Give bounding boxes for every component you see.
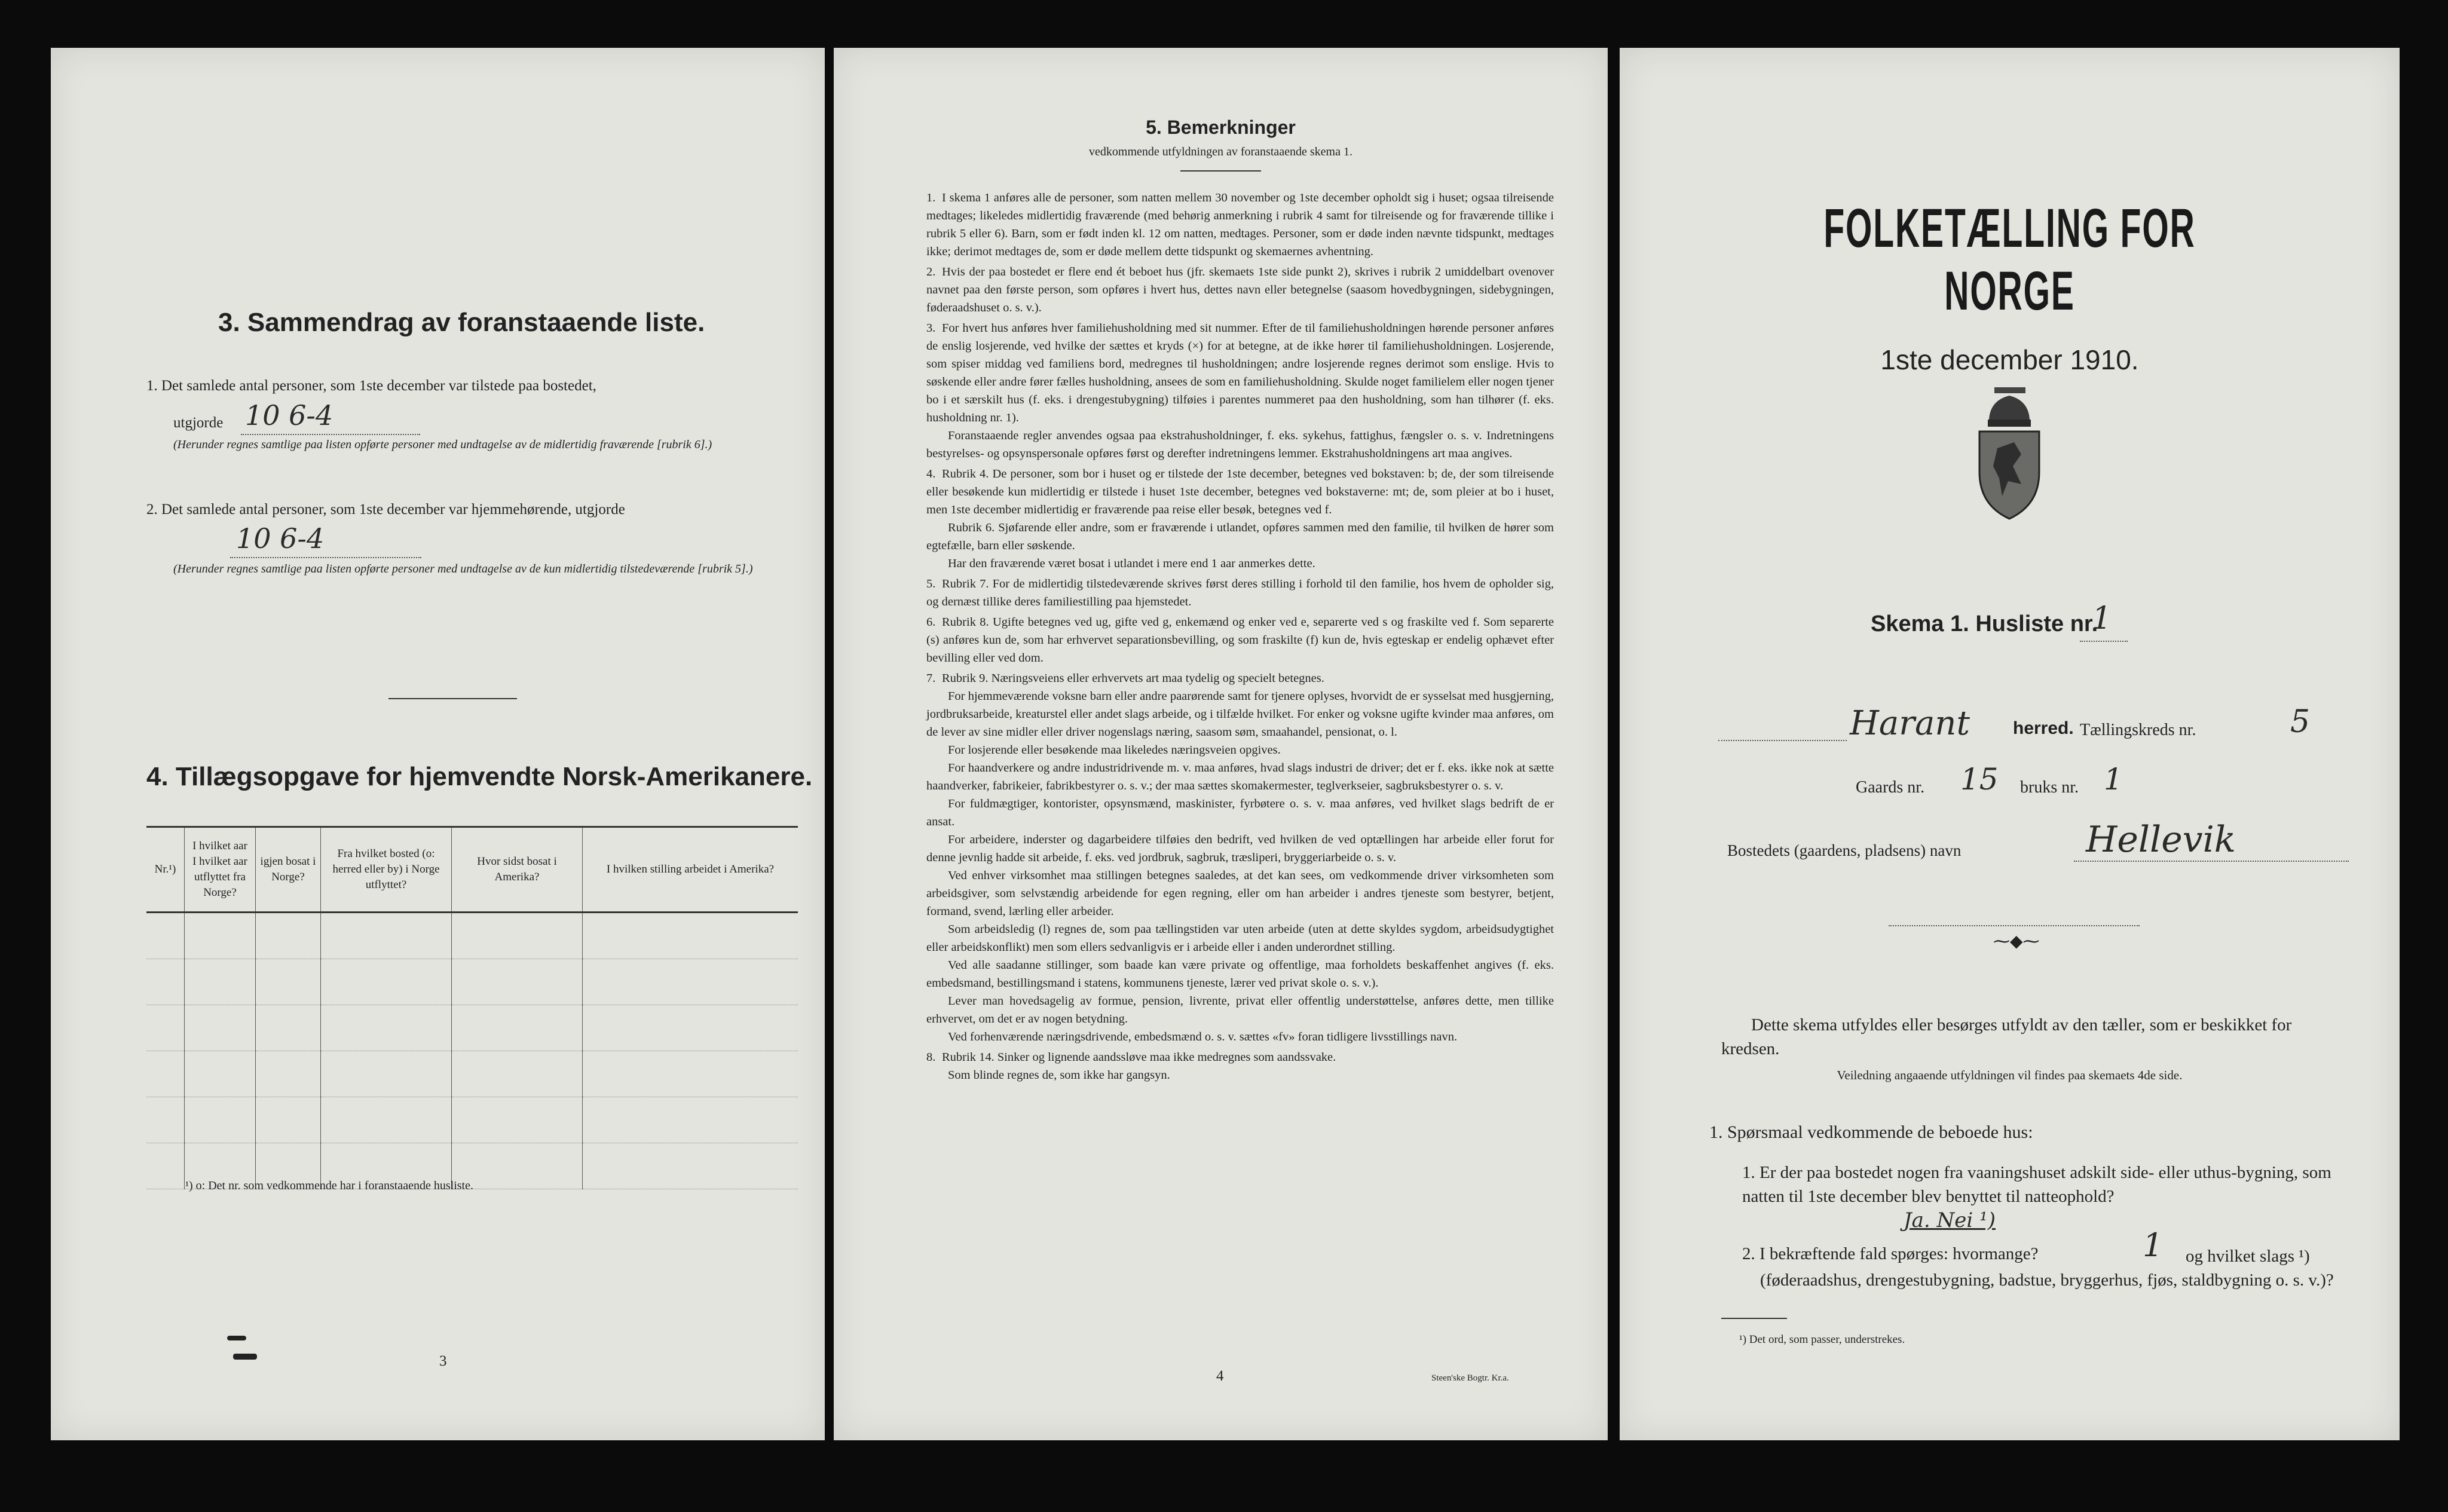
herred-value: Harant xyxy=(1850,704,1970,743)
summary-item-1: 1. Det samlede antal personer, som 1ste december var tilstede paa bostedet, xyxy=(146,378,596,394)
remark-item: 6. Rubrik 8. Ugifte betegnes ved ug, gifte ved g, enkemænd og enker ved e, separerte ved s og fraskilte ved f. Som separerte (s) anføres kun de, som har erhvervet separationsbevilling, og som fraskilte (f) kun de, hvis egteskap er endelig ophævet efter bevilling eller ved dom. xyxy=(926,616,1554,665)
remark-item: 5. Rubrik 7. For de midlertidig tilstedeværende skrives først deres stilling i forhold til den familie, hos hvem de opholder sig, og dernæst tillike deres familiestilling paa hjemstedet. xyxy=(926,577,1554,608)
right-page xyxy=(1620,48,2400,1440)
intro-note: Veiledning angaaende utfyldningen vil findes paa skemaets 4de side. xyxy=(1837,1068,2183,1082)
remark-item: For losjerende eller besøkende maa likeledes næringsveien opgives. xyxy=(948,743,1281,757)
col-bosat: igjen bosat i Norge? xyxy=(256,827,321,913)
norsk-amerikanere-table xyxy=(146,826,798,1189)
kreds-label: Tællingskreds nr. xyxy=(2080,721,2196,739)
fill-line xyxy=(2074,861,2349,862)
table-row xyxy=(146,1097,798,1143)
summary-item-1-note: (Herunder regnes samtlige paa listen opførte personer med undtagelse av de midlertidig fraværende [rubrik 6].) xyxy=(173,438,712,451)
question-2: 2. I bekræftende fald spørges: hvormange? xyxy=(1742,1244,2039,1263)
remark-item: Har den fraværende været bosat i utlandet i mere end 1 aar anmerkes dette. xyxy=(948,557,1315,570)
col-amerika: Hvor sidst bosat i Amerika? xyxy=(452,827,583,913)
intro-text: Dette skema utfyldes eller besørges utfyldt av den tæller, som er beskikket for kredsen. xyxy=(1721,1015,2292,1058)
remark-item: 4. Rubrik 4. De personer, som bor i huset og er tilstede der 1ste december, betegnes ved bokstaven: b; de, der som tilreisende eller besøkende kun midlertidig er tilstede i huset 1ste december, betegnes ved bokstaverne: mt; de, som pleier at bo i huset, men 1ste december midlertidig er fraværende paa reise eller besøk, betegnes ved f. xyxy=(926,467,1554,516)
gaards-label: Gaards nr. xyxy=(1856,778,1925,797)
coat-of-arms-icon xyxy=(1966,382,2053,523)
col-utflyttet-label: I hvilket aar utflyttet fra Norge? xyxy=(192,855,247,899)
remarks-list xyxy=(926,189,1554,1084)
ink-mark xyxy=(227,1336,246,1340)
remark-item: Rubrik 6. Sjøfarende eller andre, som er fraværende i utlandet, opføres sammen med den familie, til hvilken de hører som egtefælle, barn eller søskende. xyxy=(926,521,1554,552)
summary-item-2-value: 10 6-4 xyxy=(236,522,325,555)
fill-line xyxy=(241,434,420,435)
remark-item: 2. Hvis der paa bostedet er flere end ét beboet hus (jfr. skemaets 1ste side punkt 2), skrives i rubrik 2 umiddelbart ovenover navnet paa den første person, som opføres i hvert hus, dettes navn eller betegnelse (saasom hovedbygningen, sidebygningen, føderaadshuset o. s. v.). xyxy=(926,265,1554,314)
remark-item: 7. Rubrik 9. Næringsveiens eller erhvervets art maa tydelig og specielt betegnes. xyxy=(926,672,1324,685)
remark-item: Ved enhver virksomhet maa stillingen betegnes saaledes, at det kan sees, om vedkommende driver virksomheten som arbeidsgiver, som selvstændig arbeidende for egen regning, eller om han arbeider i andres tjeneste som bestyrer, betjent, formand, svend, lærling eller arbeider. xyxy=(926,869,1554,918)
left-page xyxy=(51,48,825,1440)
table-row xyxy=(146,1005,798,1051)
table-row xyxy=(146,959,798,1005)
table-row xyxy=(146,913,798,959)
remark-item: Ved alle saadanne stillinger, som baade kan være private og offentlige, maa forholdets beskaffenhet angives (f. eks. embedsmand, bestillingsmand i statens, kommunens tjeneste, lærer ved privat skole o. s. v.). xyxy=(926,959,1554,990)
remark-item: 1. I skema 1 anføres alle de personer, som natten mellem 30 november og 1ste december opholdt sig i huset; ogsaa tilreisende medtages; likeledes midlertidig fraværende (med behørig anmerkning i rubrik 4 samt for tilreisende og for fraværende tillike i rubrik 5 eller 6). Barn, som er født inden kl. 12 om natten, medtages. Personer, som er døde inden nævnte tidspunkt, medtages ikke; derimot medtages de, som er døde mellem dette tidspunkt og skemaernes avhentning. xyxy=(926,191,1554,258)
col-bosted: Fra hvilket bosted (o: herred eller by) i Norge utflyttet? xyxy=(321,827,452,913)
remark-item: For hjemmeværende voksne barn eller andre paarørende samt for tjenere oplyses, hvorvidt de er sysselsat med husgjerning, jordbruksarbeide, kreaturstel eller andet slags arbeide, og i tilfælde hvilket. For enker og voksne ugifte kvinder maa anføres, om de lever av sine midler eller driver nogenslags næring, saasom søm, smaahandel, pensionat, o. l. xyxy=(926,690,1554,739)
section4-heading: 4. Tillægsopgave for hjemvendte Norsk-Amerikanere. xyxy=(146,762,813,791)
bosted-value: Hellevik xyxy=(2086,819,2236,861)
gaards-value: 15 xyxy=(1960,762,1999,797)
bruks-label: bruks nr. xyxy=(2020,778,2079,797)
table-row xyxy=(146,1051,798,1097)
col-nr: Nr.¹) xyxy=(154,863,176,876)
husliste-nr: 1 xyxy=(2092,601,2112,636)
page-footnote: ¹) Det ord, som passer, understrekes. xyxy=(1739,1333,1905,1346)
remark-item: Ved forhenværende næringsdrivende, embedsmænd o. s. v. sættes «fv» foran tidligere livsstillings navn. xyxy=(948,1030,1458,1043)
remark-item: 3. For hvert hus anføres hver familiehusholdning med sit nummer. Efter de til familiehusholdningen hørende personer anføres de enslig losjerende, ved hvilke der sættes et kryds (×) for at betegne, at de ikke hører til familiehusholdningen. Losjerende, som spiser middag ved familiens bord, medregnes til husholdningen; andre losjerende regnes derimot som enslige. Hvis to søskende eller andre fører fælles husholdning, ansees de som en familiehusholdning. Skulde noget familielem eller nogen tjener bo i et særskilt hus (f. eks. i drengestubygning) tilføies i parentes nummeret paa den husholdning, som han tilhører (f. eks. husholdning nr. 1). xyxy=(926,322,1554,424)
page-number: 4 xyxy=(1216,1368,1224,1384)
census-date: 1ste december 1910. xyxy=(1880,344,2139,375)
section3-heading: 3. Sammendrag av foranstaaende liste. xyxy=(218,308,705,337)
summary-item-2: 2. Det samlede antal personer, som 1ste december var hjemmehørende, utgjorde xyxy=(146,501,625,518)
remark-item: Som blinde regnes de, som ikke har gangsyn. xyxy=(948,1069,1170,1082)
ornament-icon: ⁓◆⁓ xyxy=(1993,932,2040,951)
question-2-rest: og hvilket slags ¹) (føderaadshus, drengestubygning, badstue, bryggerhus, fjøs, staldbygning o. s. v.)? xyxy=(1760,1247,2334,1290)
questions-heading: 1. Spørsmaal vedkommende de beboede hus: xyxy=(1709,1122,2033,1142)
col-utflyttet xyxy=(185,827,256,913)
middle-page xyxy=(834,48,1608,1440)
col-group-header: I hvilket aar xyxy=(192,840,247,852)
fill-line xyxy=(230,557,421,558)
remark-item: For arbeidere, inderster og dagarbeidere tilføies den bedrift, ved hvilken de ved optællingen har arbeide eller forut for denne jevnlig hadde sit arbeide, f. eks. ved jordbruk, sagbruk, træsliperi, bryggeriarbeide o. s. v. xyxy=(926,833,1554,864)
remarks-heading: 5. Bemerkninger xyxy=(1146,117,1296,138)
remark-item: Som arbeidsledig (l) regnes de, som paa tællingstiden var uten arbeide (uten at dette skyldes sygdom, arbeidsudygtighet eller arbeidskonflikt) men som ellers sedvanligvis er i arbeide eller i anden underordnet stilling. xyxy=(926,923,1554,954)
page-number: 3 xyxy=(439,1353,447,1369)
question-2-value: 1 xyxy=(2143,1226,2164,1264)
bosted-label: Bostedets (gaardens, pladsens) navn xyxy=(1727,841,1962,859)
question-1: 1. Er der paa bostedet nogen fra vaaningshuset adskilt side- eller uthus-bygning, som natten til 1ste december blev benyttet til natteophold? xyxy=(1742,1163,2331,1206)
summary-item-1-value: 10 6-4 xyxy=(245,399,333,431)
table-footnote: ¹) o: Det nr. som vedkommende har i foranstaaende husliste. xyxy=(185,1179,473,1192)
divider xyxy=(388,698,517,699)
bruks-value: 1 xyxy=(2104,762,2123,797)
divider xyxy=(1721,1318,1787,1319)
herred-label: herred. xyxy=(2013,718,2074,738)
printer-imprint: Steen'ske Bogtr. Kr.a. xyxy=(1431,1373,1509,1383)
census-title: FOLKETÆLLING FOR NORGE xyxy=(1823,198,2196,322)
remark-item: Foranstaaende regler anvendes ogsaa paa ekstrahusholdninger, f. eks. sykehus, fattighus, fængsler o. s. v. Indretningens bestyrelses- og opsynspersonale opføres først og derefter indretningens lemmer. Ekstrahusholdningens art maa angives. xyxy=(926,429,1554,460)
remark-item: Lever man hovedsagelig av formue, pension, livrente, privat eller offentlig understøttelse, anføres dette, men tillike erhvervet, om det er av nogen betydning. xyxy=(926,994,1554,1026)
ink-mark xyxy=(233,1354,257,1360)
remark-item: For fuldmægtiger, kontorister, opsynsmænd, maskinister, fyrbøtere o. s. v. maa anføres, ved hvilket slags bedrift de er ansat. xyxy=(926,797,1554,828)
divider xyxy=(1180,170,1261,172)
table-header-row xyxy=(146,827,798,913)
kreds-value: 5 xyxy=(2290,704,2311,740)
remark-item: For haandverkere og andre industridrivende m. v. maa anføres, hvad slags industri de driver; det er f. eks. ikke nok at sætte haandverker, fabrikeier, fabrikbestyrer o. s. v.; der maa sættes skomakermester, teglverkseier, sagbruksbestyrer o. s. v. xyxy=(926,761,1554,792)
remark-item: 8. Rubrik 14. Sinker og lignende aandssløve maa ikke medregnes som aandssvake. xyxy=(926,1051,1336,1064)
summary-item-2-note: (Herunder regnes samtlige paa listen opførte personer med undtagelse av de kun midlertidig tilstedeværende [rubrik 5].) xyxy=(173,562,753,576)
fill-line xyxy=(1718,740,1847,741)
col-stilling: I hvilken stilling arbeidet i Amerika? xyxy=(583,827,798,913)
skema-label: Skema 1. Husliste nr. xyxy=(1871,611,2098,636)
remarks-subheading: vedkommende utfyldningen av foranstaaende skema 1. xyxy=(1089,145,1352,158)
question-1-answer: Ja. Nei ¹) xyxy=(1904,1208,1996,1232)
summary-item-1-label: utgjorde xyxy=(173,415,224,431)
fill-line xyxy=(2080,641,2128,642)
fill-line xyxy=(1889,925,2140,926)
